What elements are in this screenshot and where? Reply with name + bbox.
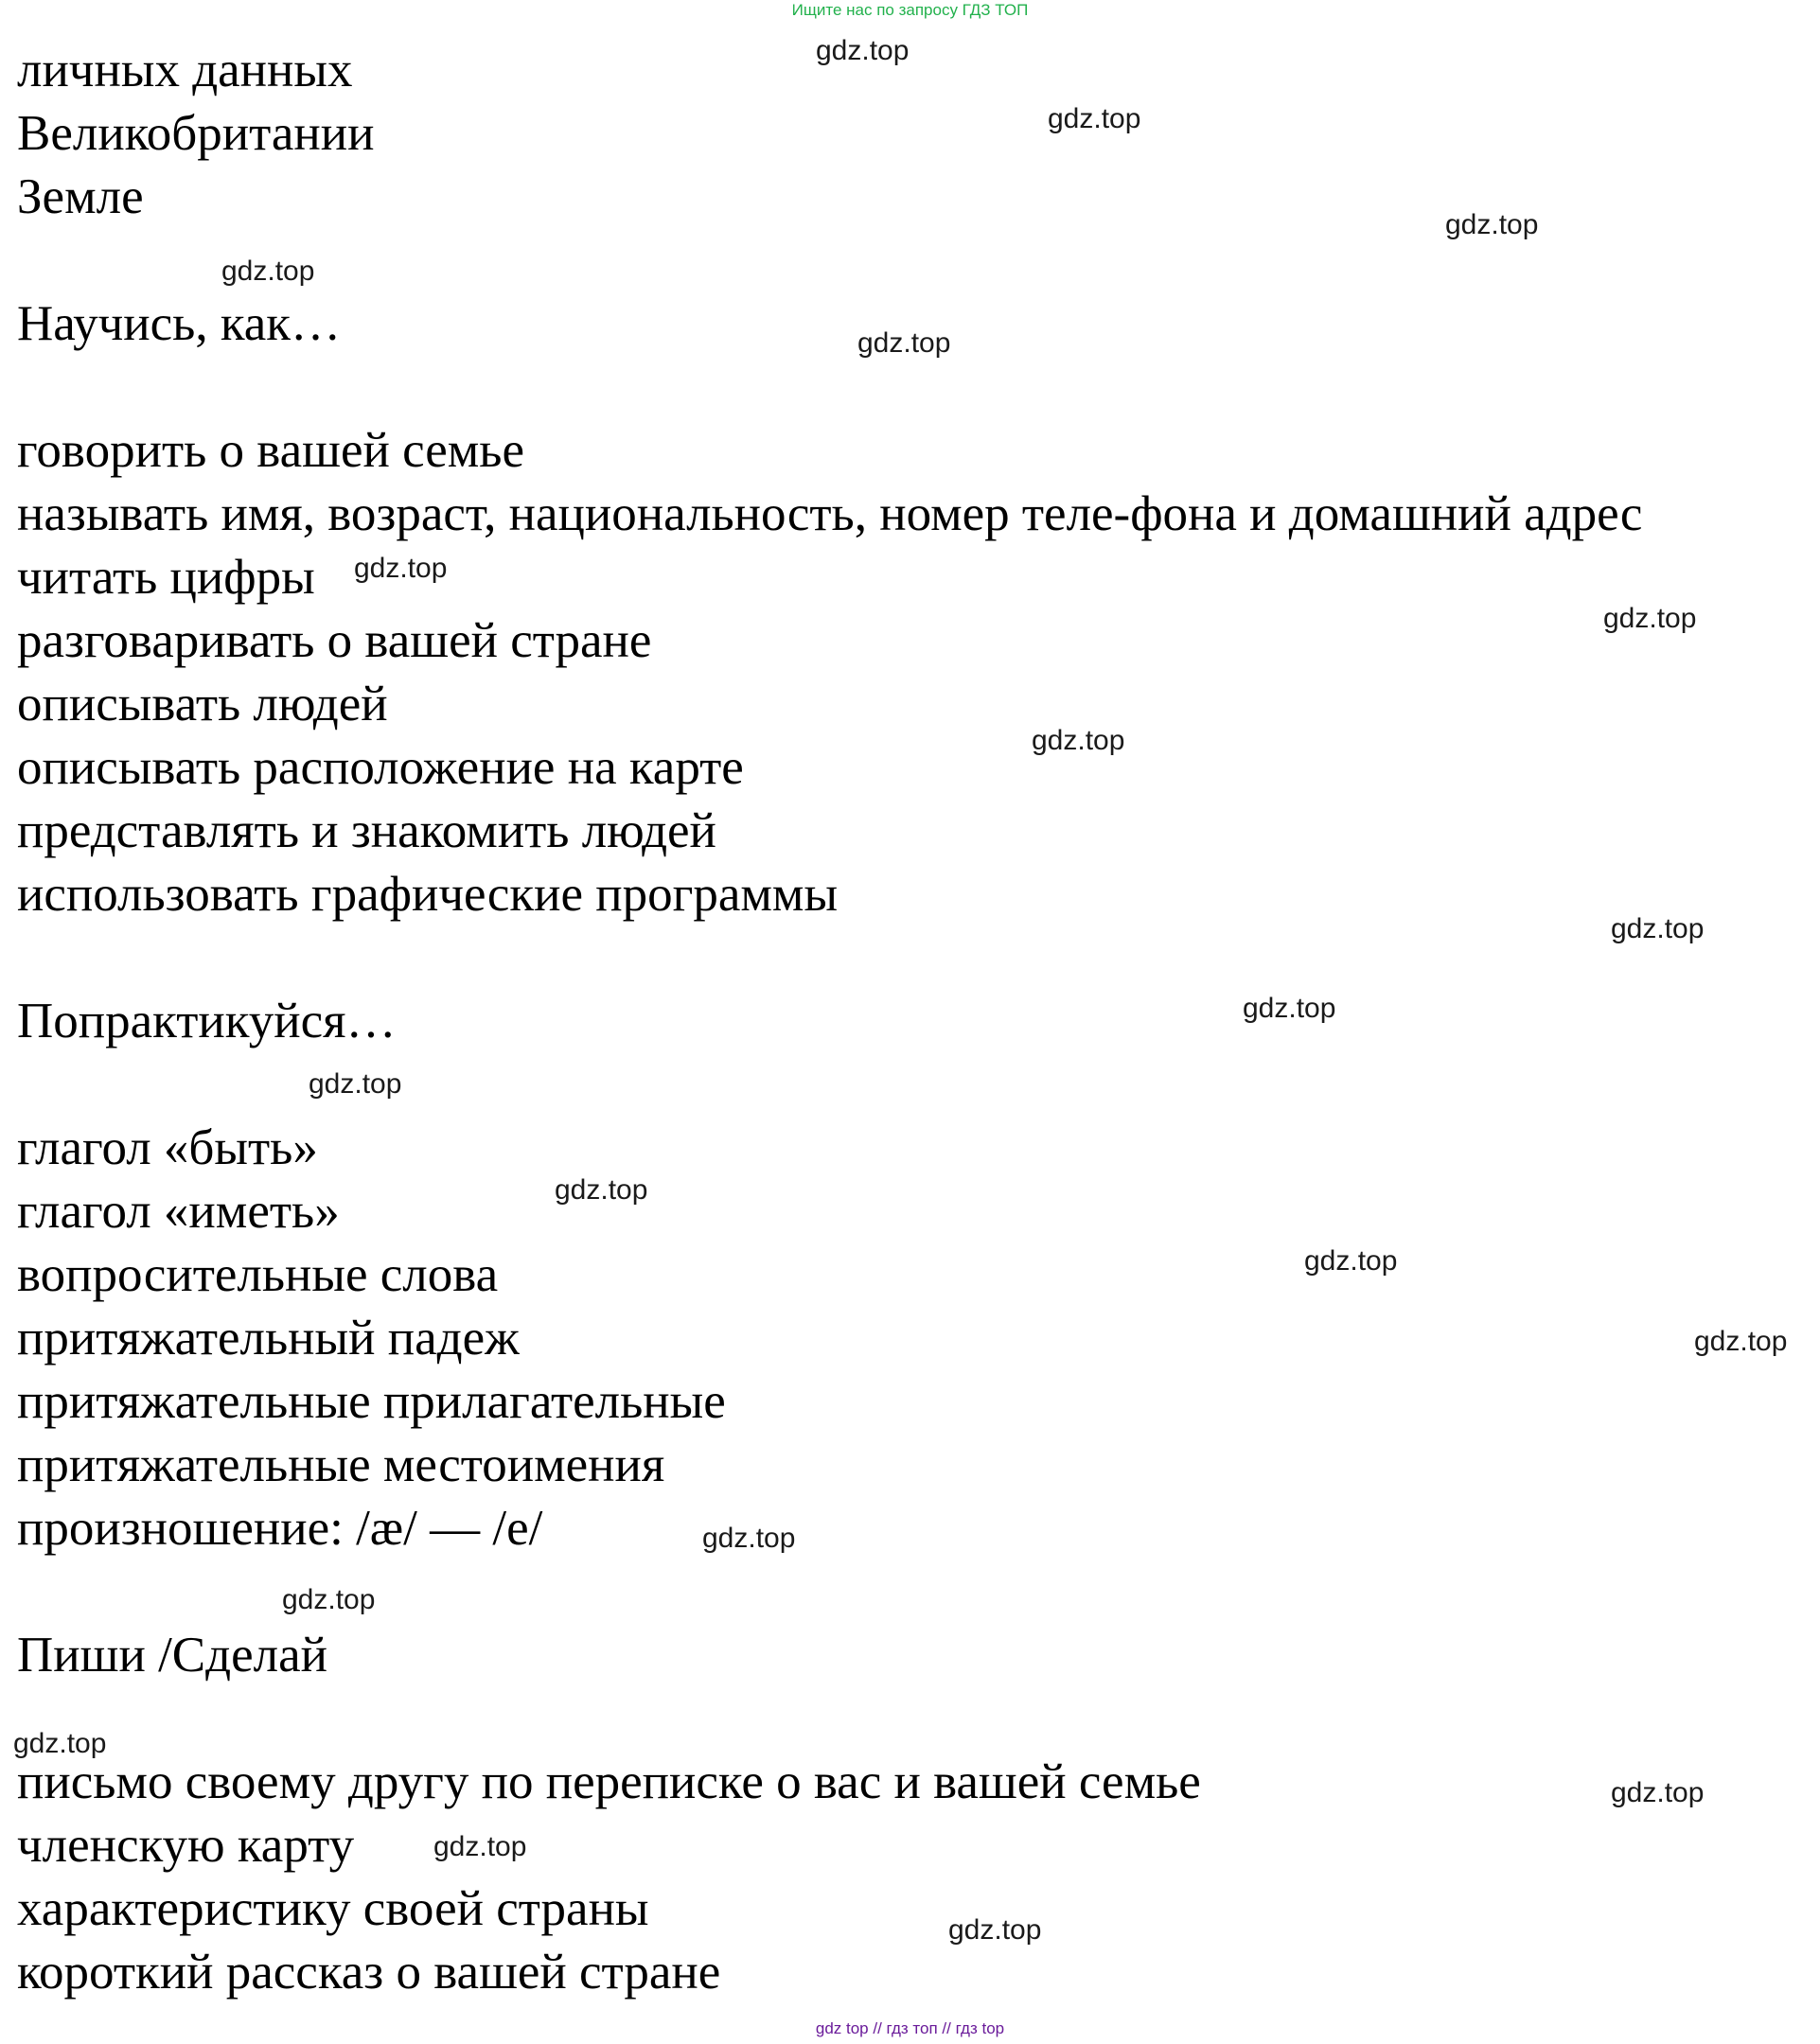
watermark: gdz.top — [433, 1831, 527, 1862]
footer-separator: // — [942, 2019, 951, 2037]
watermark: gdz.top — [13, 1728, 107, 1759]
watermark: gdz.top — [1048, 103, 1141, 134]
learn-item: читать цифры — [17, 550, 315, 605]
practice-item: произношение: /æ/ — /e/ — [17, 1501, 543, 1556]
watermark: gdz.top — [555, 1174, 648, 1206]
learn-item: представлять и знакомить людей — [17, 803, 716, 858]
intro-item: Великобритании — [17, 106, 375, 161]
write-item: короткий рассказ о вашей стране — [17, 1945, 721, 2000]
watermark: gdz.top — [702, 1523, 796, 1554]
watermark: gdz.top — [309, 1068, 402, 1100]
top-banner — [0, 0, 1820, 21]
footer-separator: // — [873, 2019, 882, 2037]
banner-text: Ищите нас по запросу ГДЗ ТОП — [791, 1, 1029, 19]
learn-item: описывать расположение на карте — [17, 740, 744, 795]
watermark: gdz.top — [354, 553, 448, 584]
write-heading: Пиши /Сделай — [17, 1628, 327, 1683]
watermark: gdz.top — [1603, 603, 1697, 634]
practice-item: притяжательный падеж — [17, 1311, 520, 1366]
watermark: gdz.top — [1243, 993, 1336, 1024]
practice-item: глагол «иметь» — [17, 1184, 340, 1239]
practice-item: вопросительные слова — [17, 1247, 499, 1302]
learn-item: называть имя, возраст, национальность, номер теле-фона и домашний адрес — [17, 486, 1643, 541]
write-item: характеристику своей страны — [17, 1881, 649, 1936]
practice-item: притяжательные прилагательные — [17, 1374, 726, 1429]
watermark: gdz.top — [857, 327, 951, 359]
watermark: gdz.top — [1611, 1777, 1705, 1808]
watermark: gdz.top — [1694, 1326, 1788, 1357]
learn-heading: Научись, как… — [17, 296, 342, 351]
learn-item: разговаривать о вашей стране — [17, 613, 652, 668]
watermark: gdz.top — [282, 1584, 376, 1615]
watermark: gdz.top — [1304, 1245, 1398, 1277]
watermark: gdz.top — [948, 1914, 1042, 1946]
watermark: gdz.top — [1445, 209, 1539, 240]
practice-item: глагол «быть» — [17, 1120, 318, 1175]
write-item: членскую карту — [17, 1818, 355, 1873]
watermark: gdz.top — [1032, 725, 1125, 756]
watermark: gdz.top — [1611, 913, 1705, 944]
footer-watermark — [0, 2018, 1820, 2039]
practice-item: притяжательные местоимения — [17, 1437, 665, 1492]
watermark: gdz.top — [221, 256, 315, 287]
footer-part: gdz top — [815, 2019, 869, 2037]
footer-part: гдз top — [955, 2019, 1005, 2037]
intro-item: Земле — [17, 169, 144, 224]
practice-heading: Попрактикуйся… — [17, 994, 397, 1048]
footer-part: гдз топ — [886, 2019, 938, 2037]
watermark: gdz.top — [816, 35, 910, 66]
learn-item: описывать людей — [17, 677, 388, 731]
write-item: письмо своему другу по переписке о вас и вашей семье — [17, 1754, 1201, 1809]
learn-item: говорить о вашей семье — [17, 423, 525, 478]
intro-item: личных данных — [17, 43, 353, 97]
learn-item: использовать графические программы — [17, 867, 839, 922]
